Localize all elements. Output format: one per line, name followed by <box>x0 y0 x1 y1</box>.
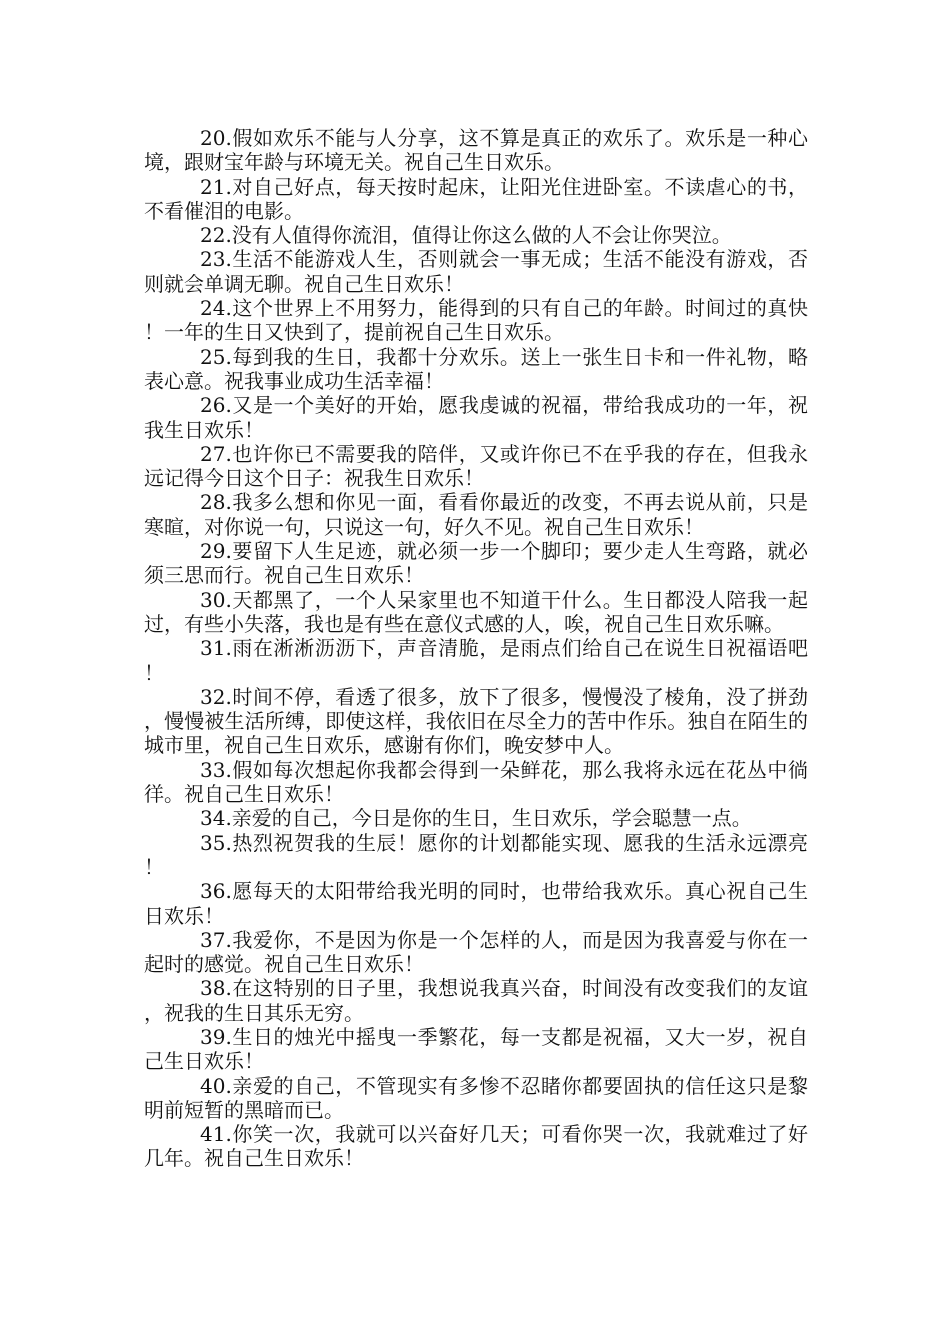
paragraph-33: 33.假如每次想起你我都会得到一朵鲜花，那么我将永远在花丛中徜徉。祝自己生日欢乐！ <box>144 757 808 807</box>
paragraph-27: 27.也许你已不需要我的陪伴，又或许你已不在乎我的存在，但我永远记得今日这个日子：祝我生日欢乐！ <box>144 441 808 491</box>
paragraph-22: 22.没有人值得你流泪，值得让你这么做的人不会让你哭泣。 <box>200 223 732 248</box>
paragraph-30: 30.天都黑了，一个人呆家里也不知道干什么。生日都没人陪我一起过，有些小失落，我也是有些在意仪式感的人，唉，祝自己生日欢乐嘛。 <box>144 587 808 636</box>
paragraph-39: 39.生日的烛光中摇曳一季繁花，每一支都是祝福，又大一岁，祝自己生日欢乐！ <box>144 1024 808 1074</box>
paragraph-36: 36.愿每天的太阳带给我光明的同时，也带给我欢乐。真心祝自己生日欢乐！ <box>144 879 808 928</box>
paragraph-40: 40.亲爱的自己，不管现实有多惨不忍睹你都要固执的信任这只是黎明前短暂的黑暗而已。 <box>144 1073 808 1122</box>
paragraph-26: 26.又是一个美好的开始，愿我虔诚的祝福，带给我成功的一年，祝我生日欢乐！ <box>144 393 808 442</box>
paragraph-25: 25.每到我的生日，我都十分欢乐。送上一张生日卡和一件礼物，略表心意。祝我事业成功生活幸福！ <box>144 344 808 393</box>
document-body <box>144 126 808 1171</box>
paragraph-38: 38.在这特别的日子里，我想说我真兴奋，时间没有改变我们的友谊，祝我的生日其乐无穷。 <box>144 976 808 1025</box>
paragraph-20: 20.假如欢乐不能与人分享，这不算是真正的欢乐了。欢乐是一种心境，跟财宝年龄与环境无关。祝自己生日欢乐。 <box>144 126 808 175</box>
paragraph-29: 29.要留下人生足迹，就必须一步一个脚印；要少走人生弯路，就必须三思而行。祝自己生日欢乐！ <box>144 539 808 588</box>
paragraph-31: 31.雨在淅淅沥沥下，声音清脆，是雨点们给自己在说生日祝福语吧！ <box>144 636 808 685</box>
paragraph-24: 24.这个世界上不用努力，能得到的只有自己的年龄。时间过的真快！一年的生日又快到了，提前祝自己生日欢乐。 <box>144 296 808 345</box>
paragraph-28: 28.我多么想和你见一面，看看你最近的改变，不再去说从前，只是寒暄，对你说一句，只说这一句，好久不见。祝自己生日欢乐！ <box>144 490 808 539</box>
paragraph-21: 21.对自己好点，每天按时起床，让阳光住进卧室。不读虐心的书，不看催泪的电影。 <box>144 174 808 223</box>
paragraph-34: 34.亲爱的自己，今日是你的生日，生日欢乐，学会聪慧一点。 <box>200 806 752 831</box>
paragraph-41: 41.你笑一次，我就可以兴奋好几天；可看你哭一次，我就难过了好几年。祝自己生日欢乐！ <box>144 1122 808 1171</box>
paragraph-23: 23.生活不能游戏人生，否则就会一事无成；生活不能没有游戏，否则就会单调无聊。祝自己生日欢乐！ <box>144 247 808 296</box>
paragraph-35: 35.热烈祝贺我的生辰！愿你的计划都能实现、愿我的生活永远漂亮！ <box>144 830 808 879</box>
paragraph-32: 32.时间不停，看透了很多，放下了很多，慢慢没了棱角，没了拼劲，慢慢被生活所缚，即使这样，我依旧在尽全力的苦中作乐。独自在陌生的城市里，祝自己生日欢乐，感谢有你们，晚安梦中人。 <box>144 684 808 758</box>
paragraph-37: 37.我爱你，不是因为你是一个怎样的人，而是因为我喜爱与你在一起时的感觉。祝自己生日欢乐！ <box>144 927 808 977</box>
